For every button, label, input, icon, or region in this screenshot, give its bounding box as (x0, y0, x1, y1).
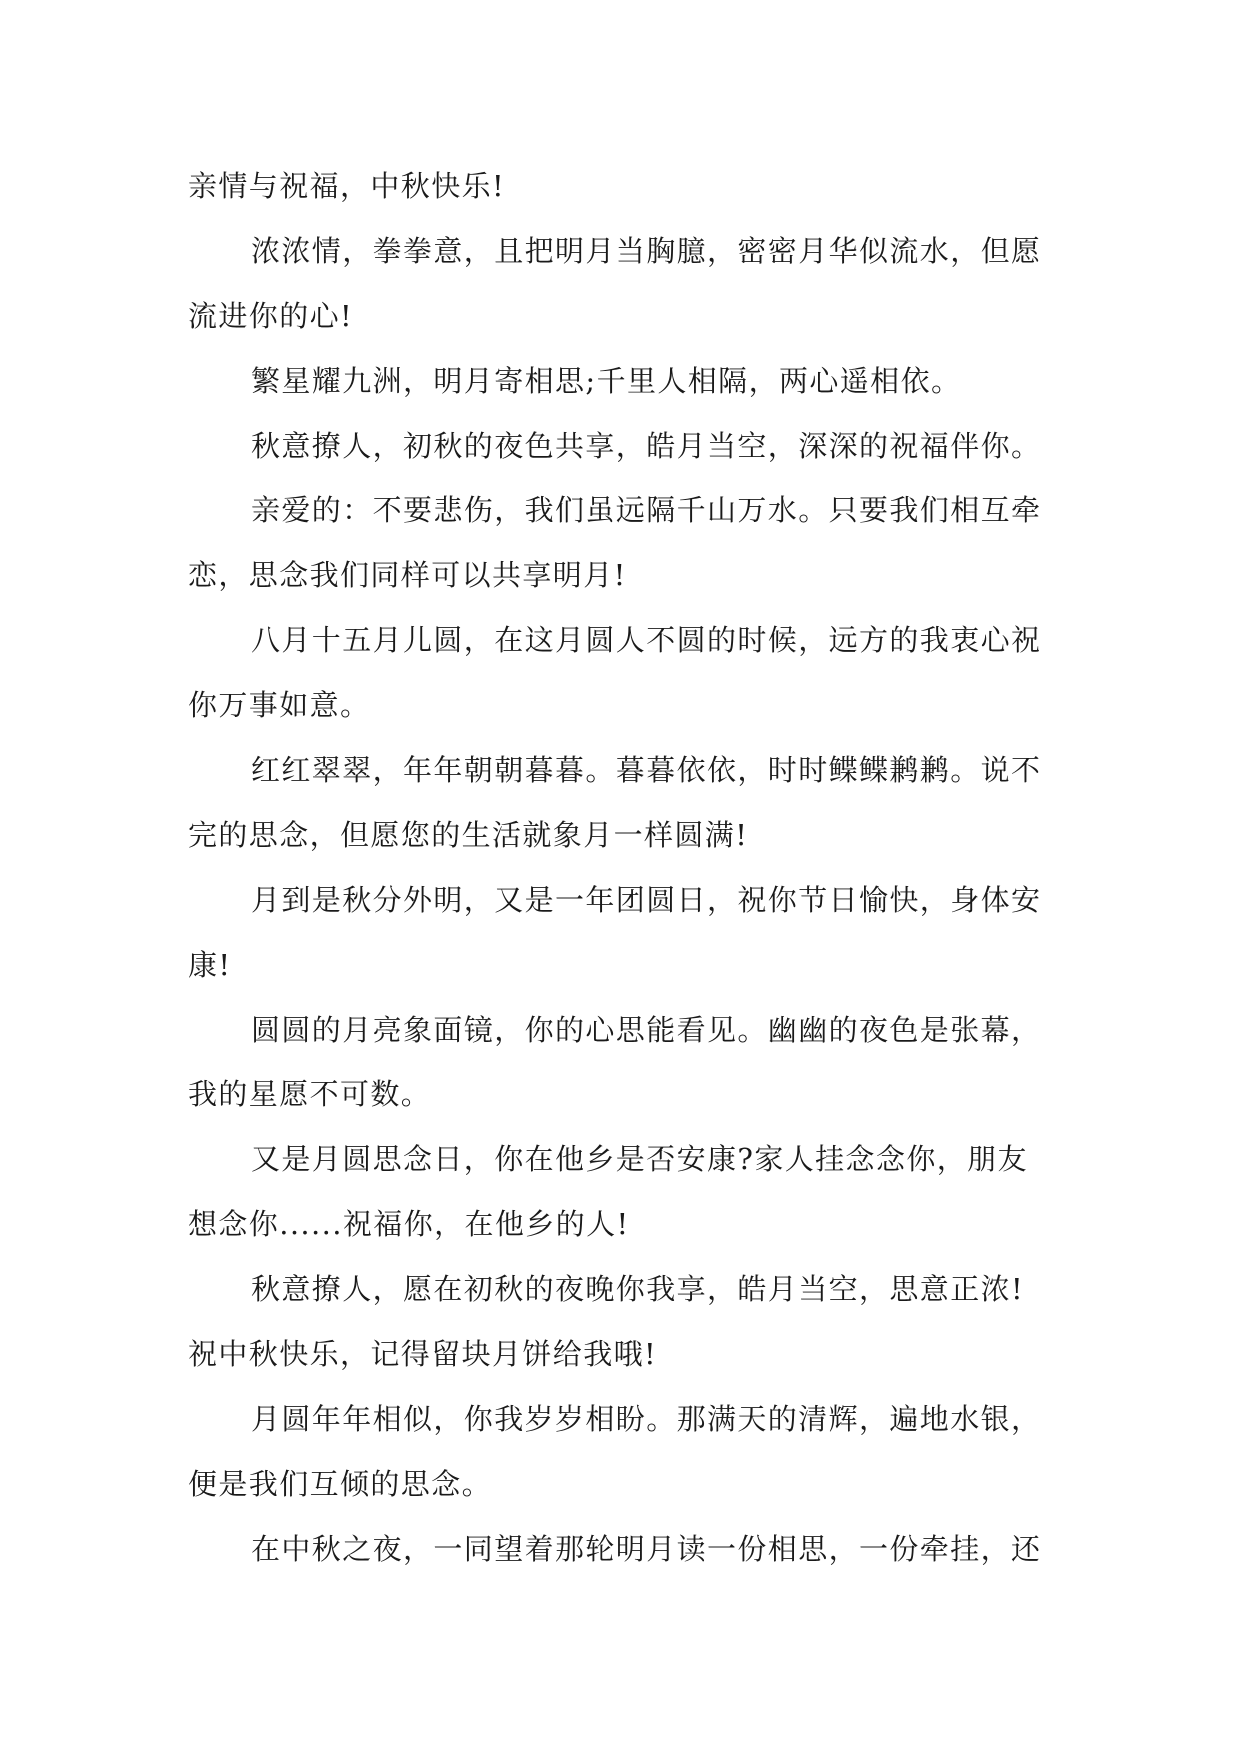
text-line: 圆圆的月亮象面镜，你的心思能看见。幽幽的夜色是张幕， (251, 1012, 1042, 1047)
text-line: 红红翠翠，年年朝朝暮暮。暮暮依依，时时鲽鲽鹣鹣。说不 (251, 753, 1042, 788)
text-line: 便是我们互倾的思念。 (188, 1466, 493, 1501)
text-line: 想念你......祝福你，在他乡的人! (188, 1207, 630, 1242)
text-line: 繁星耀九洲，明月寄相思;千里人相隔，两心遥相依。 (251, 363, 962, 398)
text-line: 康! (188, 947, 232, 982)
text-line: 秋意撩人，初秋的夜色共享，皓月当空，深深的祝福伴你。 (251, 428, 1042, 463)
text-line: 浓浓情，拳拳意，且把明月当胸臆，密密月华似流水，但愿 (251, 233, 1042, 268)
text-line: 八月十五月儿圆，在这月圆人不圆的时候，远方的我衷心祝 (251, 623, 1042, 658)
document-body (188, 154, 1068, 1582)
text-line: 月到是秋分外明，又是一年团圆日，祝你节日愉快，身体安 (251, 882, 1042, 917)
text-line: 秋意撩人，愿在初秋的夜晚你我享，皓月当空，思意正浓! (251, 1272, 1025, 1307)
text-line: 你万事如意。 (188, 688, 371, 723)
text-line: 恋，思念我们同样可以共享明月! (188, 558, 627, 593)
text-line: 在中秋之夜，一同望着那轮明月读一份相思，一份牵挂，还 (251, 1531, 1042, 1566)
text-line: 月圆年年相似，你我岁岁相盼。那满天的清辉，遍地水银， (251, 1401, 1042, 1436)
text-line: 祝中秋快乐，记得留块月饼给我哦! (188, 1337, 658, 1372)
text-line: 完的思念，但愿您的生活就象月一样圆满! (188, 817, 749, 852)
text-line: 亲情与祝福，中秋快乐! (188, 169, 506, 203)
text-line: 流进你的心! (188, 298, 354, 333)
text-line: 亲爱的：不要悲伤，我们虽远隔千山万水。只要我们相互牵 (251, 493, 1042, 528)
text-line: 又是月圆思念日，你在他乡是否安康?家人挂念念你，朋友 (251, 1142, 1028, 1177)
text-line: 我的星愿不可数。 (188, 1077, 432, 1112)
